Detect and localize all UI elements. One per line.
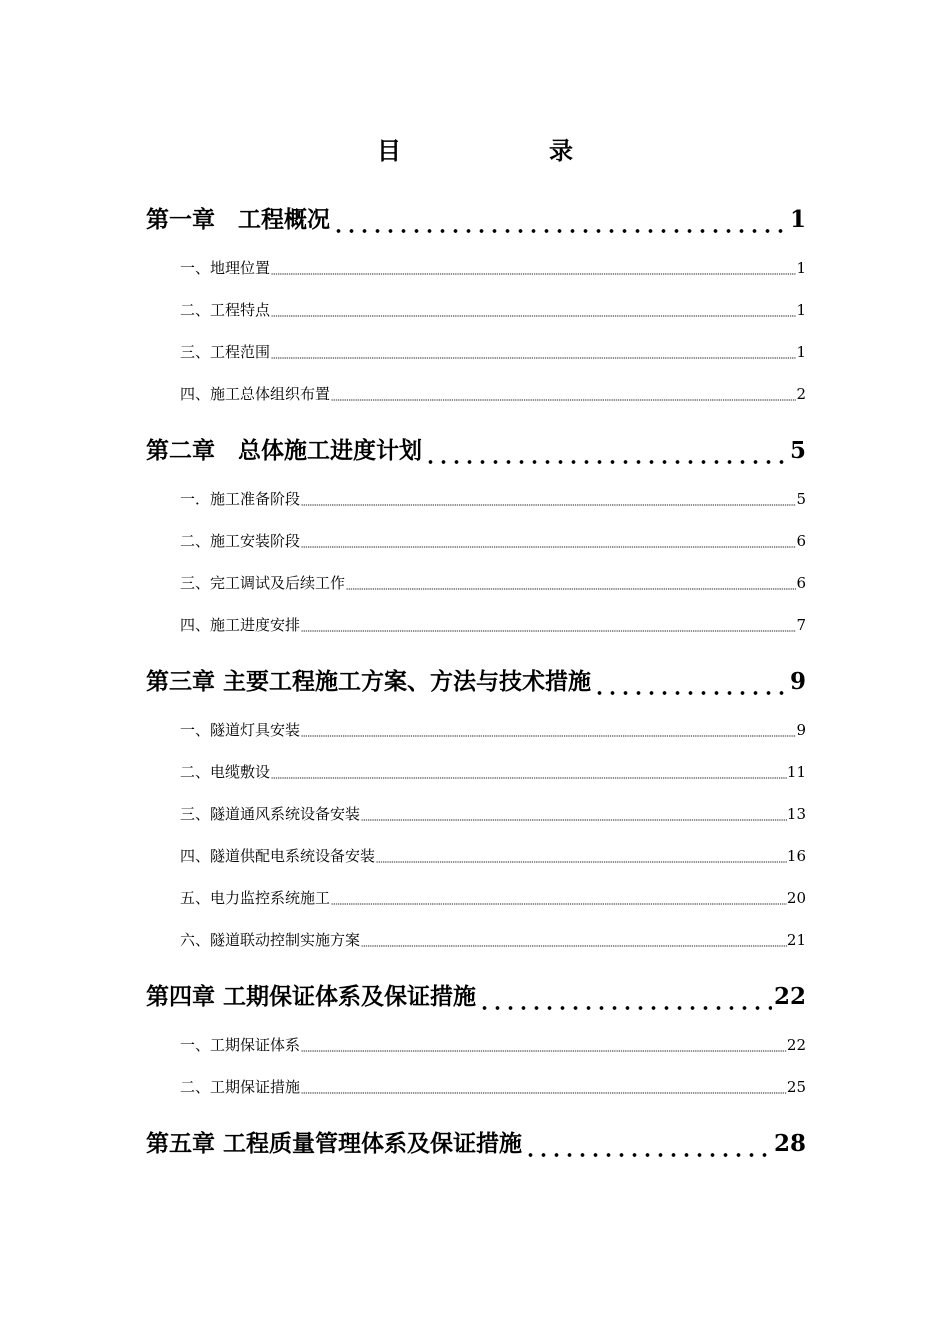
entry-label: 四、隧道供配电系统设备安装: [180, 847, 376, 865]
toc-chapter-entry[interactable]: [146, 973, 806, 1021]
toc-section-entry[interactable]: [146, 478, 806, 520]
toc-section-entry[interactable]: [146, 919, 806, 961]
entry-label: 一．施工准备阶段: [180, 490, 301, 508]
entry-label: 二、工程特点: [180, 301, 271, 319]
toc-list: [146, 196, 806, 1168]
dot-leader: [361, 919, 787, 961]
entry-label: 二、施工安装阶段: [180, 532, 301, 550]
entry-page-number: 1: [789, 206, 806, 233]
entry-page-number: 11: [786, 763, 806, 781]
dot-leader: [301, 604, 796, 646]
dot-leader: [361, 793, 787, 835]
toc-section-entry[interactable]: [146, 877, 806, 919]
toc-section-entry[interactable]: [146, 604, 806, 646]
dot-leader: [301, 1024, 787, 1066]
entry-page-number: 20: [786, 889, 806, 907]
entry-page-number: 21: [786, 931, 806, 949]
toc-section-entry[interactable]: [146, 562, 806, 604]
entry-page-number: 25: [786, 1078, 806, 1096]
dot-leader: [301, 1066, 787, 1108]
entry-page-number: 28: [773, 1130, 806, 1157]
dot-leader: [346, 562, 796, 604]
toc-chapter-entry[interactable]: [146, 658, 806, 706]
entry-label: 第四章 工期保证体系及保证措施: [146, 983, 477, 1010]
entry-page-number: 2: [796, 385, 806, 403]
entry-page-number: 7: [796, 616, 806, 634]
toc-section-entry[interactable]: [146, 793, 806, 835]
entry-label: 六、隧道联动控制实施方案: [180, 931, 361, 949]
entry-label: 二、电缆敷设: [180, 763, 271, 781]
toc-section-entry[interactable]: [146, 751, 806, 793]
toc-section-entry[interactable]: [146, 1066, 806, 1108]
toc-chapter-entry[interactable]: [146, 427, 806, 475]
entry-label: 第二章 总体施工进度计划: [146, 437, 422, 464]
dot-leader: [301, 520, 796, 562]
toc-section-entry[interactable]: [146, 247, 806, 289]
entry-label: 四、施工总体组织布置: [180, 385, 331, 403]
dot-leader: [331, 373, 796, 415]
dot-leader: [301, 709, 796, 751]
toc-section-entry[interactable]: [146, 835, 806, 877]
entry-page-number: 13: [786, 805, 806, 823]
entry-label: 三、工程范围: [180, 343, 271, 361]
dot-leader: [478, 973, 772, 1021]
entry-label: 一、地理位置: [180, 259, 271, 277]
entry-page-number: 22: [786, 1036, 806, 1054]
dot-leader: [593, 658, 788, 706]
entry-page-number: 5: [789, 437, 806, 464]
entry-label: 一、隧道灯具安装: [180, 721, 301, 739]
entry-label: 第一章 工程概况: [146, 206, 330, 233]
toc-chapter-entry[interactable]: [146, 1120, 806, 1168]
toc-section-entry[interactable]: [146, 331, 806, 373]
dot-leader: [424, 427, 788, 475]
toc-title: 目 录: [377, 136, 635, 165]
dot-leader: [524, 1120, 772, 1168]
entry-label: 三、隧道通风系统设备安装: [180, 805, 361, 823]
entry-page-number: 16: [786, 847, 806, 865]
entry-page-number: 6: [796, 574, 806, 592]
dot-leader: [376, 835, 787, 877]
toc-section-entry[interactable]: [146, 709, 806, 751]
entry-label: 一、工期保证体系: [180, 1036, 301, 1054]
dot-leader: [271, 247, 796, 289]
toc-chapter-entry[interactable]: [146, 196, 806, 244]
toc-section-entry[interactable]: [146, 373, 806, 415]
dot-leader: [332, 196, 788, 244]
entry-page-number: 6: [796, 532, 806, 550]
entry-page-number: 1: [796, 343, 806, 361]
toc-section-entry[interactable]: [146, 289, 806, 331]
toc-section-entry[interactable]: [146, 1024, 806, 1066]
entry-label: 四、施工进度安排: [180, 616, 301, 634]
dot-leader: [271, 331, 796, 373]
toc-section-entry[interactable]: [146, 520, 806, 562]
dot-leader: [271, 289, 796, 331]
entry-label: 第五章 工程质量管理体系及保证措施: [146, 1130, 523, 1157]
entry-label: 五、电力监控系统施工: [180, 889, 331, 907]
entry-label: 第三章 主要工程施工方案、方法与技术措施: [146, 668, 592, 695]
entry-page-number: 1: [796, 259, 806, 277]
entry-page-number: 5: [796, 490, 806, 508]
entry-label: 三、完工调试及后续工作: [180, 574, 346, 592]
dot-leader: [301, 478, 796, 520]
entry-page-number: 1: [796, 301, 806, 319]
entry-page-number: 9: [796, 721, 806, 739]
entry-label: 二、工期保证措施: [180, 1078, 301, 1096]
entry-page-number: 22: [773, 983, 806, 1010]
entry-page-number: 9: [789, 668, 806, 695]
dot-leader: [331, 877, 787, 919]
dot-leader: [271, 751, 787, 793]
